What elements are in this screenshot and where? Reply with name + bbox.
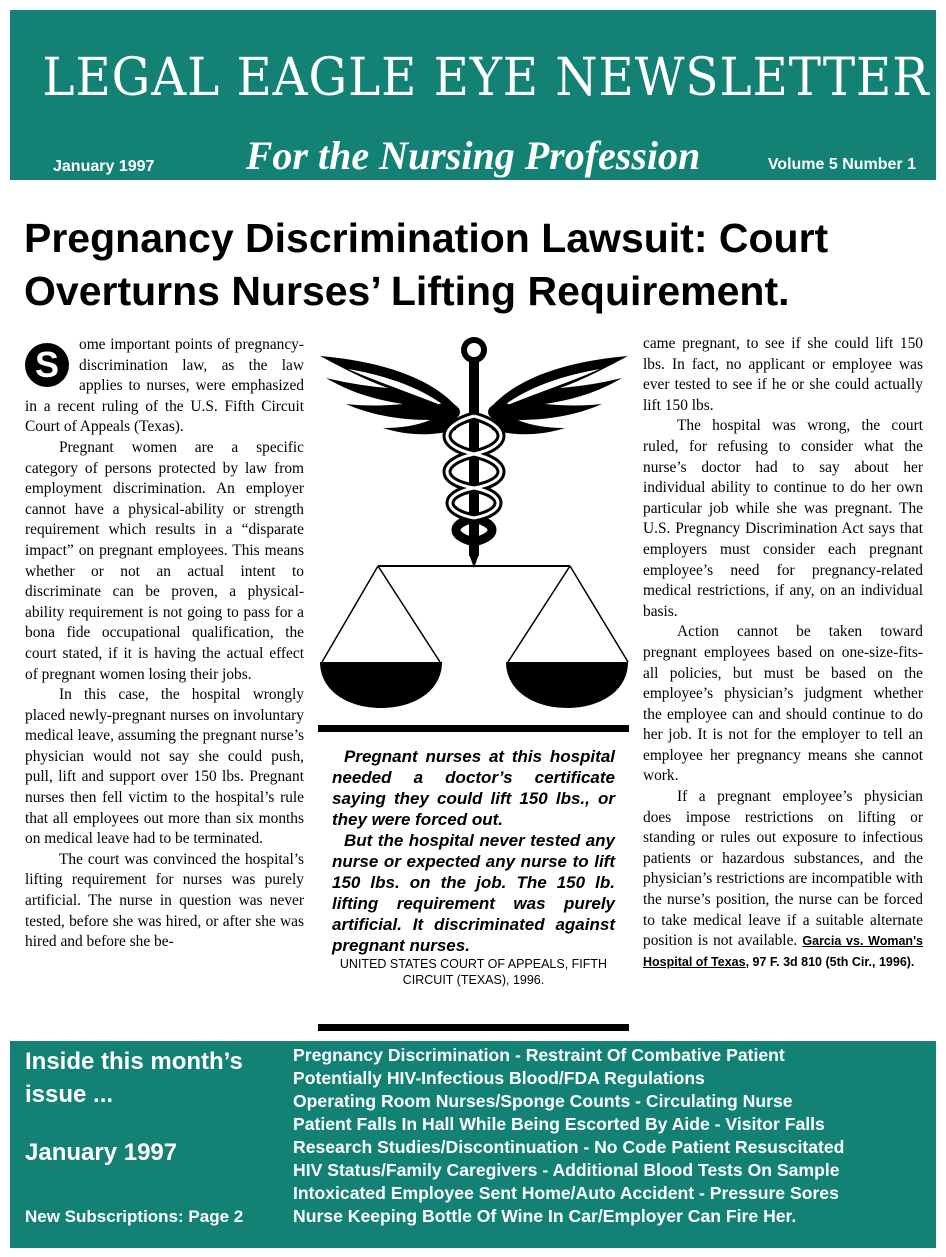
contents-item: Intoxicated Employee Sent Home/Auto Accident - Pressure Sores <box>293 1183 839 1203</box>
pull-quote-text: But the hospital never tested any nurse or expected any nurse to lift 150 lbs. on the job. The 150 lb. lifting requirement was purely artificial. It discriminated against pregnant nurses. <box>332 831 615 955</box>
paragraph: In this case, the hospital wrongly placed newly-pregnant nurses on involuntary medical leave, assuming the pregnant nurse’s physician would not say she could push, pull, lift and support over 150 lbs. Pregnant nurses then fell victim to the hospital’s rule that all employees out more than six months on medical leave had to be terminated. <box>25 686 304 848</box>
case-citation: Garcia vs. Woman's Hospital of Texas, 97 F. 3d 810 (5th Cir., 1996). <box>643 934 923 969</box>
paragraph: The hospital was wrong, the court ruled, for refusing to consider what the nurse’s doctor had to say about her individual ability to continue to do her own particular job while she was pregnant. The U.S. Pregnancy Discrimination Act says that employers must consider each pregnant employee’s need for pregnancy-related medical restrictions, if any, on an individual basis. <box>643 417 923 620</box>
contents-item: Patient Falls In Hall While Being Escorted By Aide - Visitor Falls <box>293 1114 825 1134</box>
contents-item: Research Studies/Discontinuation - No Code Patient Resuscitated <box>293 1137 845 1157</box>
paragraph: If a pregnant employee’s physician does impose restrictions on lifting or standing or rules out exposure to infectious patients or hazardous substances, and the physician’s restrictions are incompatible with the nurse’s position, the nurse can be forced to take medical leave if a suitable alternate position is not available. Garcia vs. Woman's Hospital of Texas, 97 F. 3d 810 (5th Cir., 1996). <box>643 788 923 969</box>
article-column-right <box>643 334 923 972</box>
article-column-left <box>25 335 304 953</box>
contents-item: Potentially HIV-Infectious Blood/FDA Regulations <box>293 1068 705 1088</box>
paragraph: came pregnant, to see if she could lift 150 lbs. In fact, no applicant or employee was ever tested to see if he or she could actually lift 150 lbs. <box>643 335 923 414</box>
caduceus-scales-icon <box>318 336 630 716</box>
contents-item: Nurse Keeping Bottle Of Wine In Car/Employer Can Fire Her. <box>293 1206 797 1226</box>
pull-quote-text: Pregnant nurses at this hospital needed a doctor’s certificate saying they could lift 150 lbs., or they were forced out. <box>332 747 615 829</box>
article-headline: Pregnancy Discrimination Lawsuit: Court Overturns Nurses’ Lifting Requirement. <box>24 215 829 314</box>
contents-item: Pregnancy Discrimination - Restraint Of Combative Patient <box>293 1045 785 1065</box>
paragraph: Pregnant women are a specific category of persons protected by law from employment discrimination. An employer cannot have a physical-ability or strength requirement which results in a “disparate impact” on pregnant employees. This means whether or not an actual intent to discriminate can be proven, a physical-ability requirement is not going to pass for a bona fide occupational qualification, the court stated, if it is having the actual effect of pregnant women losing their jobs. <box>25 438 304 683</box>
pull-quote-citation: UNITED STATES COURT OF APPEALS, FIFTH CIRCUIT (TEXAS), 1996. <box>339 957 608 987</box>
paragraph: Action cannot be taken toward pregnant employees based on one-size-fits-all policies, but must be based on the employee’s physician’s judgment whether the employee can and should continue to do her job. It is not for the employer to tell an employee her pregnancy means she cannot work. <box>643 623 923 785</box>
contents-date: January 1997 <box>25 1139 178 1166</box>
volume-number: Volume 5 Number 1 <box>767 156 916 173</box>
pull-quote <box>332 746 615 956</box>
pull-quote-box <box>318 725 629 1031</box>
contents-banner <box>10 1041 936 1248</box>
masthead <box>10 10 936 180</box>
contents-list <box>293 1044 933 1228</box>
contents-item: Operating Room Nurses/Sponge Counts - Circulating Nurse <box>293 1091 793 1111</box>
paragraph: S ome important points of pregnancy-discrimination law, as the law applies to nurses, were emphasized in a recent ruling of the U.S. Fifth Circuit Court of Appeals (Texas). <box>25 336 304 436</box>
issue-date: January 1997 <box>53 158 155 175</box>
paragraph: The court was convinced the hospital’s lifting requirement for nurses was purely artificial. The nurse in question was never tested, before she was hired, or after she was hired and before she be- <box>25 850 304 951</box>
contents-item: HIV Status/Family Caregivers - Additional Blood Tests On Sample <box>293 1160 840 1180</box>
dropcap: S <box>25 343 69 387</box>
subscriptions-note: New Subscriptions: Page 2 <box>25 1207 244 1226</box>
newsletter-subtitle: For the Nursing Profession <box>245 133 701 178</box>
inside-heading: Inside this month’s issue ... <box>25 1048 243 1108</box>
newsletter-title: LEGAL EAGLE EYE NEWSLETTER <box>42 48 930 108</box>
